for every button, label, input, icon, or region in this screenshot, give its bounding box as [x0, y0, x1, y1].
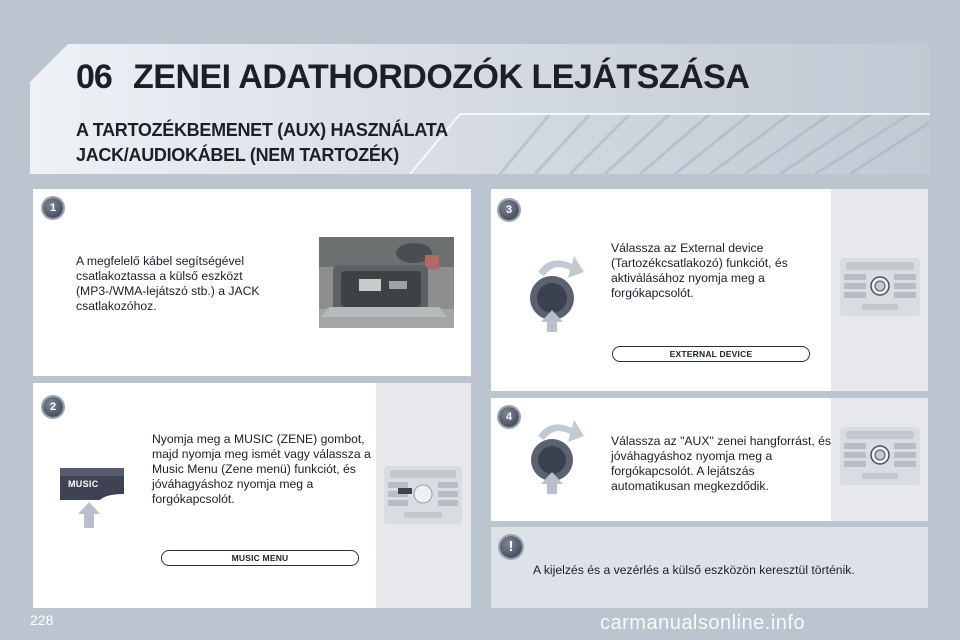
step-1-text: A megfelelő kábel segítségével csatlakoztassa a külső eszközt (MP3-/WMA-lejátszó stb.) a JACK csatlakozóhoz.: [76, 254, 260, 313]
music-button-illustration: [56, 466, 126, 530]
glovebox-photo: [319, 237, 454, 328]
warning-icon: !: [500, 536, 522, 558]
watermark: carmanualsonline.info: [600, 612, 806, 634]
radio-unit-illustration-2: [384, 466, 462, 529]
rotary-knob-icon-3: [520, 250, 590, 337]
step-2-badge: 2: [43, 397, 63, 417]
step-3-badge: 3: [499, 200, 519, 220]
note-text: A kijelzés és a vezérlés a külső eszközön keresztül történik.: [533, 563, 855, 577]
step-4-text: Válassza az "AUX" zenei hangforrást, és jóváhagyáshoz nyomja meg a forgókapcsolót. A lejátszás automatikusan megkezdődik.: [611, 434, 832, 493]
radio-unit-illustration-3: [840, 258, 920, 321]
step-1-badge: 1: [43, 198, 63, 218]
section-title: [76, 118, 448, 168]
page-title: ZENEI ADATHORDOZÓK LEJÁTSZÁSA: [133, 58, 750, 96]
section-title-line-1: A TARTOZÉKBEMENET (AUX) HASZNÁLATA: [76, 120, 448, 140]
step-3-text: Válassza az External device (Tartozékcsatlakozó) funkciót, és aktiválásához nyomja meg a forgókapcsolót.: [611, 241, 788, 300]
rotary-knob-icon-4: [520, 414, 590, 499]
music-button-label: MUSIC: [68, 479, 99, 489]
section-title-line-2: JACK/AUDIOKÁBEL (NEM TARTOZÉK): [76, 145, 399, 165]
chapter-number: 06: [76, 58, 112, 96]
page-number: 228: [30, 612, 54, 628]
radio-unit-illustration-4: [840, 427, 920, 490]
step-2-text: Nyomja meg a MUSIC (ZENE) gombot, majd nyomja meg ismét vagy válassza a Music Menu (Zene menü) funkciót, és jóváhagyáshoz nyomja meg a forgókapcsolót.: [152, 432, 371, 506]
music-menu-screen-label: MUSIC MENU: [161, 550, 359, 566]
external-device-screen-label: EXTERNAL DEVICE: [612, 346, 810, 362]
step-4-badge: 4: [499, 407, 519, 427]
